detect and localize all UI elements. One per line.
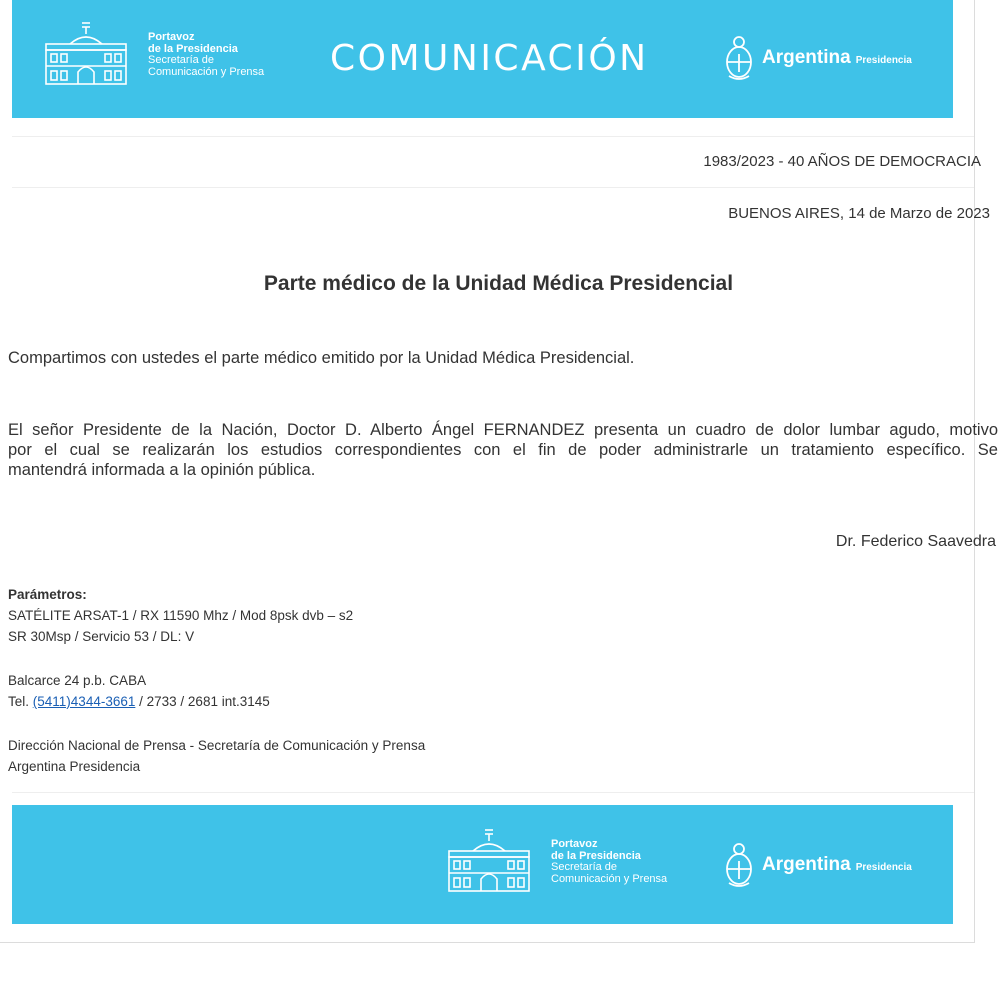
portavoz-logo <box>445 827 667 897</box>
casa-rosada-icon <box>445 827 533 897</box>
document-date: BUENOS AIRES, 14 de Marzo de 2023 <box>728 205 990 222</box>
portavoz-line2: de la Presidencia <box>148 42 238 55</box>
header-title: COMUNICACIÓN <box>330 38 649 79</box>
body-line: por el cual se realizarán los estudios correspondientes con el fin de poder administrarle un tratamiento específico. Se <box>8 441 998 459</box>
portavoz-logo <box>42 20 264 90</box>
brand-sub: Presidencia <box>855 55 912 66</box>
footer-banner <box>12 805 953 924</box>
portavoz-line3: Secretaría de <box>148 54 215 66</box>
national-coat-of-arms-icon <box>724 841 754 889</box>
portavoz-line2: de la Presidencia <box>551 849 641 862</box>
portavoz-text <box>148 32 264 78</box>
header-banner <box>12 0 953 118</box>
divider <box>12 792 974 793</box>
body-line: mantendrá informada a la opinión pública. <box>8 461 316 479</box>
intro-paragraph: Compartimos con ustedes el parte médico emitido por la Unidad Médica Presidencial. <box>8 349 635 367</box>
body-paragraph <box>8 420 998 480</box>
signature: Dr. Federico Saavedra <box>835 533 996 550</box>
democracy-motto: 1983/2023 - 40 AÑOS DE DEMOCRACIA <box>703 153 981 170</box>
params-label: Parámetros: <box>8 587 87 602</box>
divider <box>12 136 974 137</box>
portavoz-line1: Portavoz <box>551 838 598 850</box>
portavoz-line4: Comunicación y Prensa <box>148 65 265 78</box>
document-heading: Parte médico de la Unidad Médica Presidencial <box>263 272 734 295</box>
organization: Argentina Presidencia <box>8 759 141 774</box>
tel-link[interactable]: (5411)4344-3661 <box>32 694 136 709</box>
body-line: El señor Presidente de la Nación, Doctor D. Alberto Ángel FERNANDEZ presenta un cuadro de dolor lumbar agudo, motivo <box>8 421 998 439</box>
portavoz-line1: Portavoz <box>148 31 195 43</box>
portavoz-line3: Secretaría de <box>551 861 618 873</box>
address: Balcarce 24 p.b. CABA <box>8 673 147 688</box>
national-coat-of-arms-icon <box>724 34 754 82</box>
brand-sub: Presidencia <box>855 862 912 873</box>
divider <box>12 187 974 188</box>
params-line1: SATÉLITE ARSAT-1 / RX 11590 Mhz / Mod 8psk dvb – s2 <box>8 608 354 623</box>
brand-name: Argentina <box>762 854 851 875</box>
brand-name: Argentina <box>762 47 851 68</box>
argentina-brand <box>724 841 912 889</box>
casa-rosada-icon <box>42 20 130 90</box>
tel-prefix: Tel. <box>8 694 30 709</box>
portavoz-text <box>551 839 667 885</box>
argentina-brand <box>724 34 912 82</box>
params-line2: SR 30Msp / Servicio 53 / DL: V <box>8 629 195 644</box>
portavoz-line4: Comunicación y Prensa <box>551 872 668 885</box>
department: Dirección Nacional de Prensa - Secretaría de Comunicación y Prensa <box>8 738 426 753</box>
telephone <box>8 691 425 712</box>
tel-rest: / 2733 / 2681 int.3145 <box>139 694 270 709</box>
contact-block <box>8 584 425 777</box>
